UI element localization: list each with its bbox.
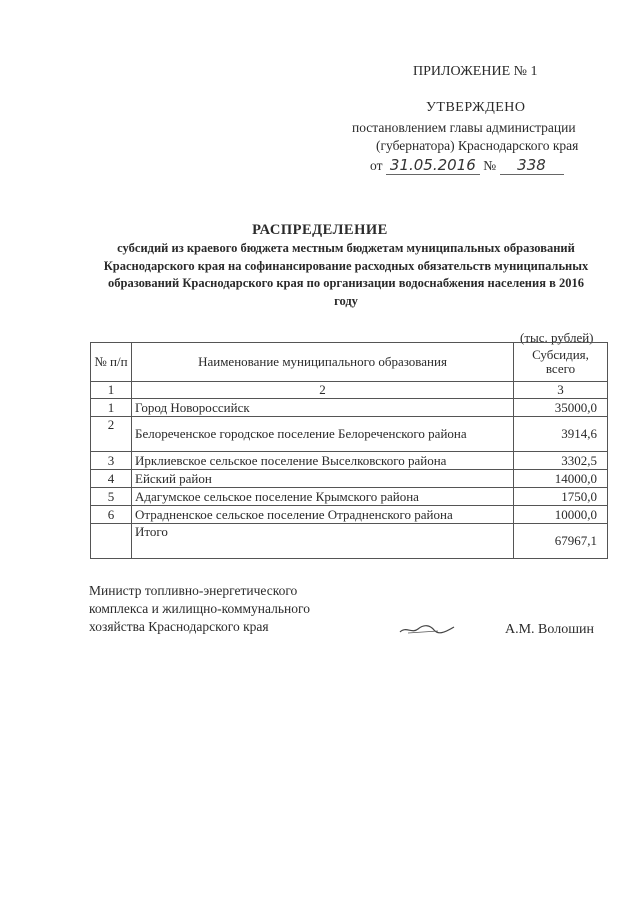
- row-name: Белореченское городское поселение Белореченского района: [132, 417, 514, 452]
- decree-line-1: постановлением главы администрации: [352, 120, 576, 135]
- document-subtitle: субсидий из краевого бюджета местным бюджетам муниципальных образований Краснодарского края на софинансирование расходных обязательств муниципальных образований Краснодарского края по организации водоснабжения населения в 2016 году: [103, 241, 589, 308]
- row-subsidy: 3914,6: [514, 417, 608, 452]
- table-row: [91, 506, 608, 524]
- row-name: Отрадненское сельское поселение Отрадненского района: [132, 506, 514, 524]
- minister-line-1: Министр топливно-энергетического: [89, 583, 298, 598]
- document-title: РАСПРЕДЕЛЕНИЕ: [252, 222, 388, 238]
- date-prefix: от: [370, 158, 383, 173]
- row-name: Адагумское сельское поселение Крымского района: [132, 488, 514, 506]
- table-row: [91, 488, 608, 506]
- row-number: 2: [91, 417, 132, 452]
- table-row: [91, 399, 608, 417]
- total-number-cell: [91, 524, 132, 559]
- minister-line-2: комплекса и жилищно-коммунального: [89, 601, 310, 616]
- signer-name: А.М. Волошин: [505, 622, 594, 637]
- total-subsidy: 67967,1: [514, 524, 608, 559]
- approved-label: УТВЕРЖДЕНО: [426, 100, 526, 115]
- header-name: Наименование муниципального образования: [132, 343, 514, 382]
- minister-title: [89, 582, 369, 636]
- row-subsidy: 3302,5: [514, 452, 608, 470]
- decree-number: 338: [500, 156, 564, 175]
- table-row: [91, 417, 608, 452]
- row-number: 4: [91, 470, 132, 488]
- minister-line-3: хозяйства Краснодарского края: [89, 619, 269, 634]
- appendix-label: ПРИЛОЖЕНИЕ № 1: [413, 64, 538, 79]
- column-number: 1: [91, 382, 132, 399]
- row-subsidy: 35000,0: [514, 399, 608, 417]
- row-number: 6: [91, 506, 132, 524]
- total-row: [91, 524, 608, 559]
- column-number: 3: [514, 382, 608, 399]
- subsidy-table: [90, 342, 608, 559]
- number-prefix: №: [483, 158, 497, 173]
- row-subsidy: 1750,0: [514, 488, 608, 506]
- header-number: № п/п: [91, 343, 132, 382]
- table-row: [91, 452, 608, 470]
- row-subsidy: 10000,0: [514, 506, 608, 524]
- row-name: Город Новороссийск: [132, 399, 514, 417]
- table-row: [91, 470, 608, 488]
- row-name: Ейский район: [132, 470, 514, 488]
- row-number: 3: [91, 452, 132, 470]
- row-number: 1: [91, 399, 132, 417]
- row-name: Ирклиевское сельское поселение Выселковского района: [132, 452, 514, 470]
- total-label: Итого: [132, 524, 514, 559]
- header-subsidy: Субсидия, всего: [514, 343, 608, 382]
- decree-line-2: (губернатора) Краснодарского края: [376, 138, 579, 153]
- decree-date: 31.05.2016: [386, 156, 480, 175]
- column-number: 2: [132, 382, 514, 399]
- signature-mark: [398, 622, 456, 636]
- row-subsidy: 14000,0: [514, 470, 608, 488]
- decree-date-line: [370, 156, 564, 175]
- units-label: (тыс. рублей): [520, 330, 594, 345]
- row-number: 5: [91, 488, 132, 506]
